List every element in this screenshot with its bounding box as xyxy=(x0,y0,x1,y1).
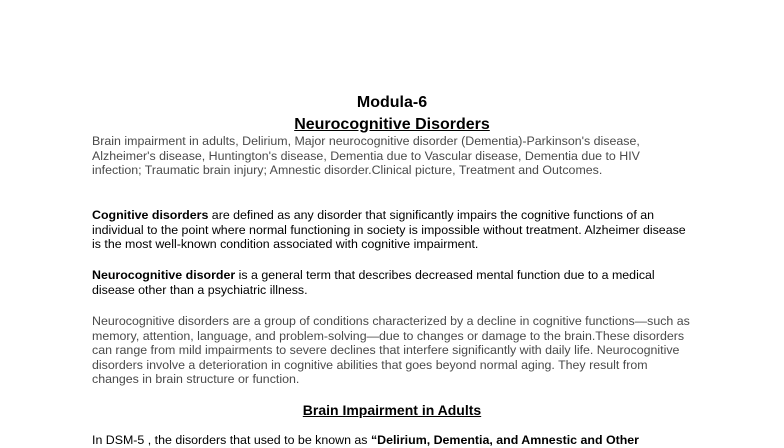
dsm5-paragraph xyxy=(92,433,692,448)
section-heading-brain-impairment: Brain Impairment in Adults xyxy=(302,402,482,418)
neurocognitive-group-paragraph: Neurocognitive disorders are a group of conditions characterized by a decline in cognitive functions—such as memory, attention, language, and problem-solving—due to changes or damage to the brain.These disorders can range from mild impairments to severe declines that interfere significantly with daily life. Neurocognitive disorders involve a deterioration in cognitive abilities that goes beyond normal aging. They result from changes in brain structure or function. xyxy=(92,314,690,387)
neurocognitive-disorder-text: is a general term that describes decreased mental function due to a medical disease other than a psychiatric illness. xyxy=(92,268,655,297)
intro-paragraph: Brain impairment in adults, Delirium, Major neurocognitive disorder (Dementia)-Parkinson's disease, Alzheimer's disease, Huntington's disease, Dementia due to Vascular disease, Dementia due to HIV infection; Traumatic brain injury; Amnestic disorder.Clinical picture, Treatment and Outcomes. xyxy=(92,134,640,178)
document-title-module: Modula-6 xyxy=(356,94,428,111)
neurocognitive-disorder-paragraph xyxy=(92,268,692,297)
cognitive-disorders-text: are defined as any disorder that significantly impairs the cognitive functions of an individual to the point where normal functioning in society is impossible without treatment. Alzheimer disease is the most well-known condition associated with cognitive impairment. xyxy=(92,208,686,252)
document-title-topic: Neurocognitive Disorders xyxy=(294,116,490,133)
neurocognitive-disorder-term: Neurocognitive disorder xyxy=(92,268,236,282)
cognitive-disorders-paragraph xyxy=(92,208,692,252)
dsm5-bold-text: “Delirium, Dementia, and Amnestic and Other xyxy=(370,433,639,447)
dsm5-text: In DSM-5 , the disorders that used to be known as xyxy=(92,433,371,447)
cognitive-disorders-term: Cognitive disorders xyxy=(92,208,209,222)
